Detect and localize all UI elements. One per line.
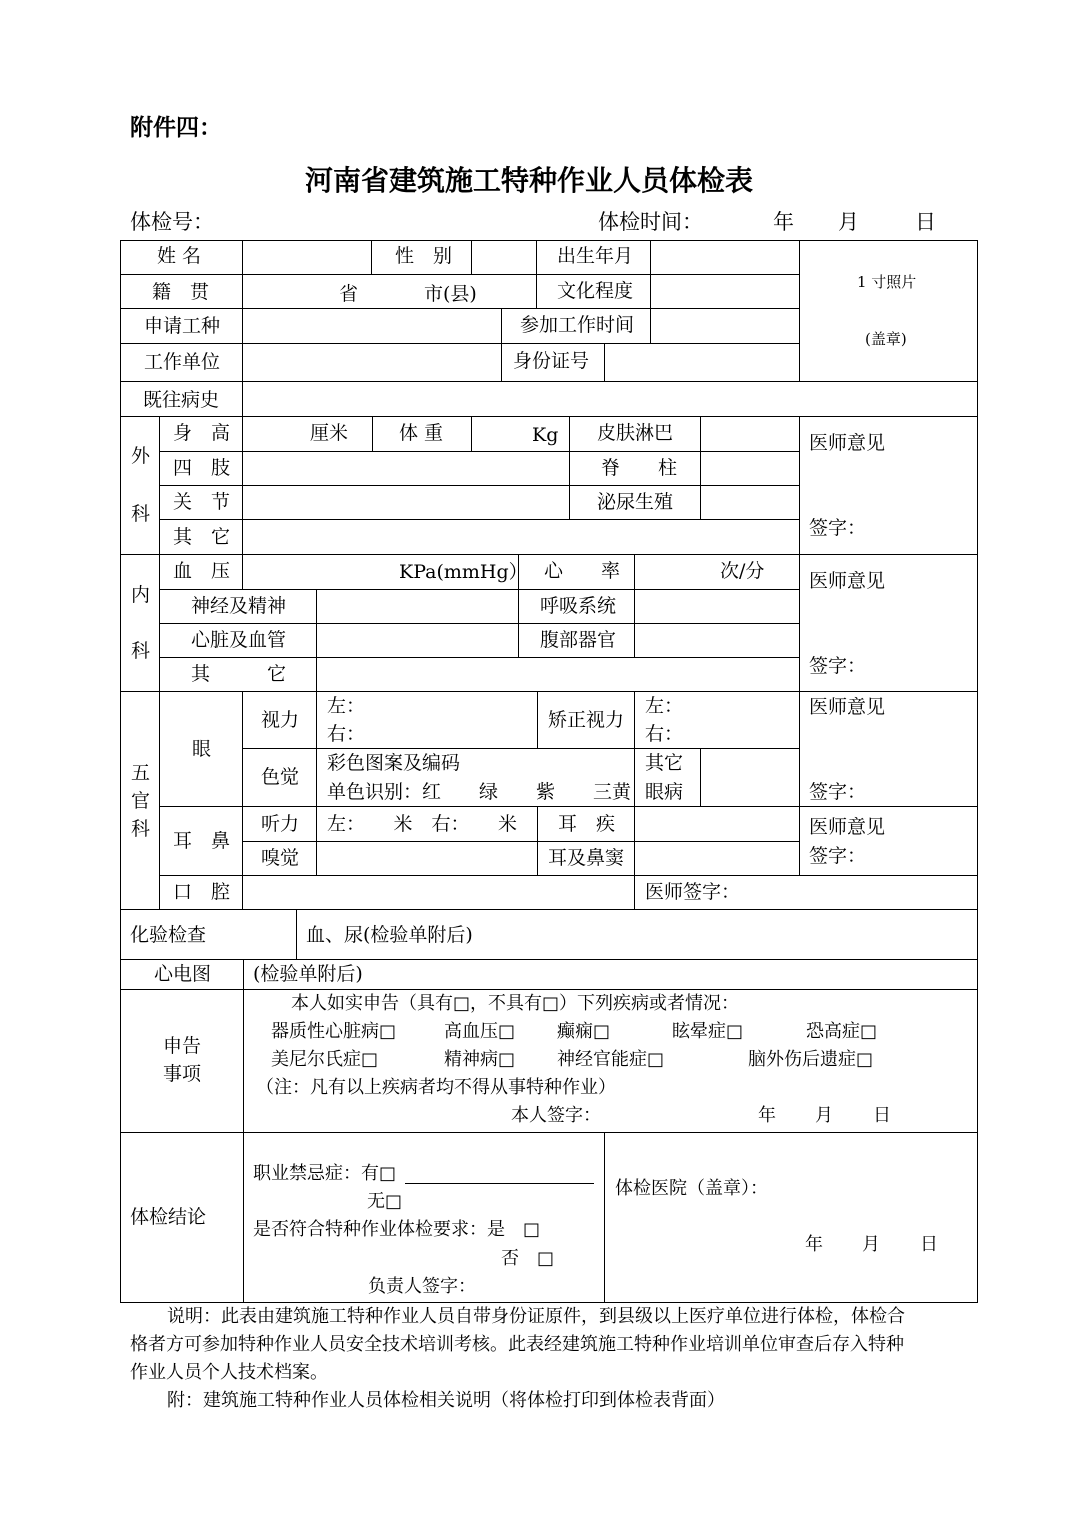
note-line-2: 格者方可参加特种作业人员安全技术培训考核。此表经建筑施工特种作业培训单位审查后存入特种 [130, 1334, 904, 1355]
label-heart-rate: 心 率 [544, 560, 621, 582]
label-blood-pressure: 血 压 [173, 560, 231, 582]
label-mouth: 口 腔 [173, 881, 231, 903]
declare-note: （注：凡有以上疾病者均不得从事特种作业） [256, 1077, 616, 1098]
internal-section-char-1: 内 [131, 584, 151, 606]
surgery-doctor-signature: 签字： [809, 517, 867, 539]
label-ear-disease: 耳 疾 [558, 813, 616, 835]
photo-stamp: (盖章) [865, 330, 907, 348]
conclusion-month: 月 [862, 1234, 880, 1255]
declare-epilepsy: 癫痫□ [557, 1021, 611, 1042]
declare-day: 日 [873, 1105, 891, 1126]
label-limbs: 四 肢 [173, 457, 231, 479]
label-respiratory: 呼吸系统 [540, 595, 617, 617]
eye-doctor-signature: 签字： [809, 781, 867, 803]
declare-year: 年 [758, 1105, 776, 1126]
label-joints: 关 节 [173, 491, 231, 513]
surgery-section-char-1: 外 [131, 445, 151, 467]
declare-neurosis: 神经官能症□ [557, 1049, 665, 1070]
label-name: 姓 名 [157, 245, 202, 267]
label-smell: 嗅觉 [261, 847, 300, 869]
corrected-right: 右： [645, 723, 684, 745]
note-line-4: 附：建筑施工特种作业人员体检相关说明（将体检打印到体检表背面） [167, 1390, 725, 1411]
internal-section-char-2: 科 [131, 640, 151, 662]
declare-month: 月 [815, 1105, 833, 1126]
label-work-start-time: 参加工作时间 [520, 314, 635, 336]
note-line-3: 作业人员个人技术档案。 [130, 1362, 328, 1383]
label-ear-nose: 耳 鼻 [173, 830, 231, 852]
declare-psychosis: 精神病□ [444, 1049, 516, 1070]
exam-day: 日 [915, 210, 936, 234]
label-neuro: 神经及精神 [191, 595, 287, 617]
declare-meniere: 美尼尔氏症□ [271, 1049, 379, 1070]
unit-cm: 厘米 [310, 422, 349, 444]
label-job-type: 申请工种 [144, 315, 221, 337]
meets-requirement-no: 否 □ [501, 1248, 555, 1269]
surgery-doctor-opinion: 医师意见 [809, 432, 886, 454]
label-other-eye-2: 眼病 [645, 781, 684, 803]
surgery-section-char-2: 科 [131, 503, 151, 525]
exam-time-label: 体检时间： [598, 210, 703, 234]
label-eye: 眼 [192, 738, 212, 760]
declare-label-1: 申告 [163, 1035, 202, 1057]
meets-requirement-yes: 是否符合特种作业体检要求：是 □ [253, 1219, 541, 1240]
hearing-values: 左： 米 右： 米 [327, 813, 518, 835]
mono-color-label: 单色识别：红 绿 紫 三黄 [327, 781, 632, 803]
declare-acrophobia: 恐高症□ [806, 1021, 878, 1042]
unit-heart-rate: 次/分 [720, 560, 765, 582]
internal-doctor-opinion: 医师意见 [809, 570, 886, 592]
contraindication-yes: 职业禁忌症：有□ [253, 1163, 397, 1184]
exam-year: 年 [773, 210, 794, 234]
label-surgery-other: 其 它 [173, 526, 231, 548]
label-native-place: 籍 贯 [152, 281, 210, 303]
label-corrected-vision: 矫正视力 [548, 709, 625, 731]
page-title: 河南省建筑施工特种作业人员体检表 [305, 164, 754, 197]
declare-hypertension: 高血压□ [444, 1021, 516, 1042]
label-employer: 工作单位 [144, 351, 221, 373]
label-urogenital: 泌尿生殖 [597, 491, 674, 513]
unit-kg: Kg [532, 424, 559, 446]
label-abdomen: 腹部器官 [540, 629, 617, 651]
vision-right: 右： [327, 723, 366, 745]
label-vision: 视力 [261, 709, 300, 731]
eye-doctor-opinion: 医师意见 [809, 696, 886, 718]
declare-intro: 本人如实申告（具有□，不具有□）下列疾病或者情况： [291, 993, 740, 1014]
label-conclusion: 体检结论 [130, 1206, 207, 1228]
note-line-1: 说明：此表由建筑施工特种作业人员自带身份证原件，到县级以上医疗单位进行体检，体检合 [167, 1306, 905, 1327]
label-cardiovascular: 心脏及血管 [191, 629, 287, 651]
vision-left: 左： [327, 695, 366, 717]
label-ecg: 心电图 [154, 963, 212, 985]
label-color-vision: 色觉 [261, 766, 300, 788]
mouth-doctor-signature: 医师签字： [645, 881, 741, 903]
corrected-left: 左： [645, 695, 684, 717]
ecg-value: (检验单附后) [253, 963, 363, 985]
label-medical-history: 既往病史 [143, 389, 220, 411]
declare-self-signature: 本人签字： [511, 1105, 601, 1126]
label-skin-lymph: 皮肤淋巴 [597, 422, 674, 444]
label-city-county: 市(县) [424, 283, 477, 305]
ent-doctor-signature: 签字： [809, 845, 867, 867]
internal-doctor-signature: 签字： [809, 655, 867, 677]
label-id-number: 身份证号 [513, 350, 590, 372]
label-other-eye-1: 其它 [645, 752, 684, 774]
ent-doctor-opinion: 医师意见 [809, 816, 886, 838]
label-hearing: 听力 [261, 813, 300, 835]
label-height: 身 高 [173, 422, 231, 444]
color-pattern-label: 彩色图案及编码 [327, 752, 461, 774]
declare-heart-disease: 器质性心脏病□ [271, 1021, 397, 1042]
declare-vertigo: 眩晕症□ [672, 1021, 744, 1042]
label-birth-date: 出生年月 [557, 245, 634, 267]
facial-section-char-3: 科 [131, 818, 151, 840]
conclusion-day: 日 [920, 1234, 938, 1255]
facial-section-char-2: 官 [131, 790, 151, 812]
photo-placeholder: 1 寸照片 [857, 273, 917, 291]
responsible-signature: 负责人签字： [368, 1276, 476, 1297]
label-weight: 体 重 [399, 422, 444, 444]
declare-label-2: 事项 [163, 1063, 202, 1085]
label-spine: 脊 柱 [601, 457, 678, 479]
label-education: 文化程度 [557, 280, 634, 302]
label-ear-sinus: 耳及鼻窦 [548, 847, 625, 869]
label-internal-other: 其 它 [191, 663, 287, 685]
facial-section-char-1: 五 [131, 762, 151, 784]
contraindication-no: 无□ [367, 1191, 403, 1212]
conclusion-year: 年 [805, 1234, 823, 1255]
lab-test-value: 血、尿(检验单附后) [306, 924, 473, 946]
exam-number-label: 体检号： [130, 210, 214, 234]
label-gender: 性 别 [395, 245, 453, 267]
declare-brain-injury: 脑外伤后遗症□ [748, 1049, 874, 1070]
attachment-label: 附件四： [130, 114, 222, 141]
exam-month: 月 [838, 210, 859, 234]
label-lab-test: 化验检查 [130, 924, 207, 946]
unit-bp: KPa(mmHg） [399, 561, 528, 583]
hospital-stamp: 体检医院（盖章）： [615, 1178, 768, 1199]
label-province: 省 [339, 283, 359, 305]
